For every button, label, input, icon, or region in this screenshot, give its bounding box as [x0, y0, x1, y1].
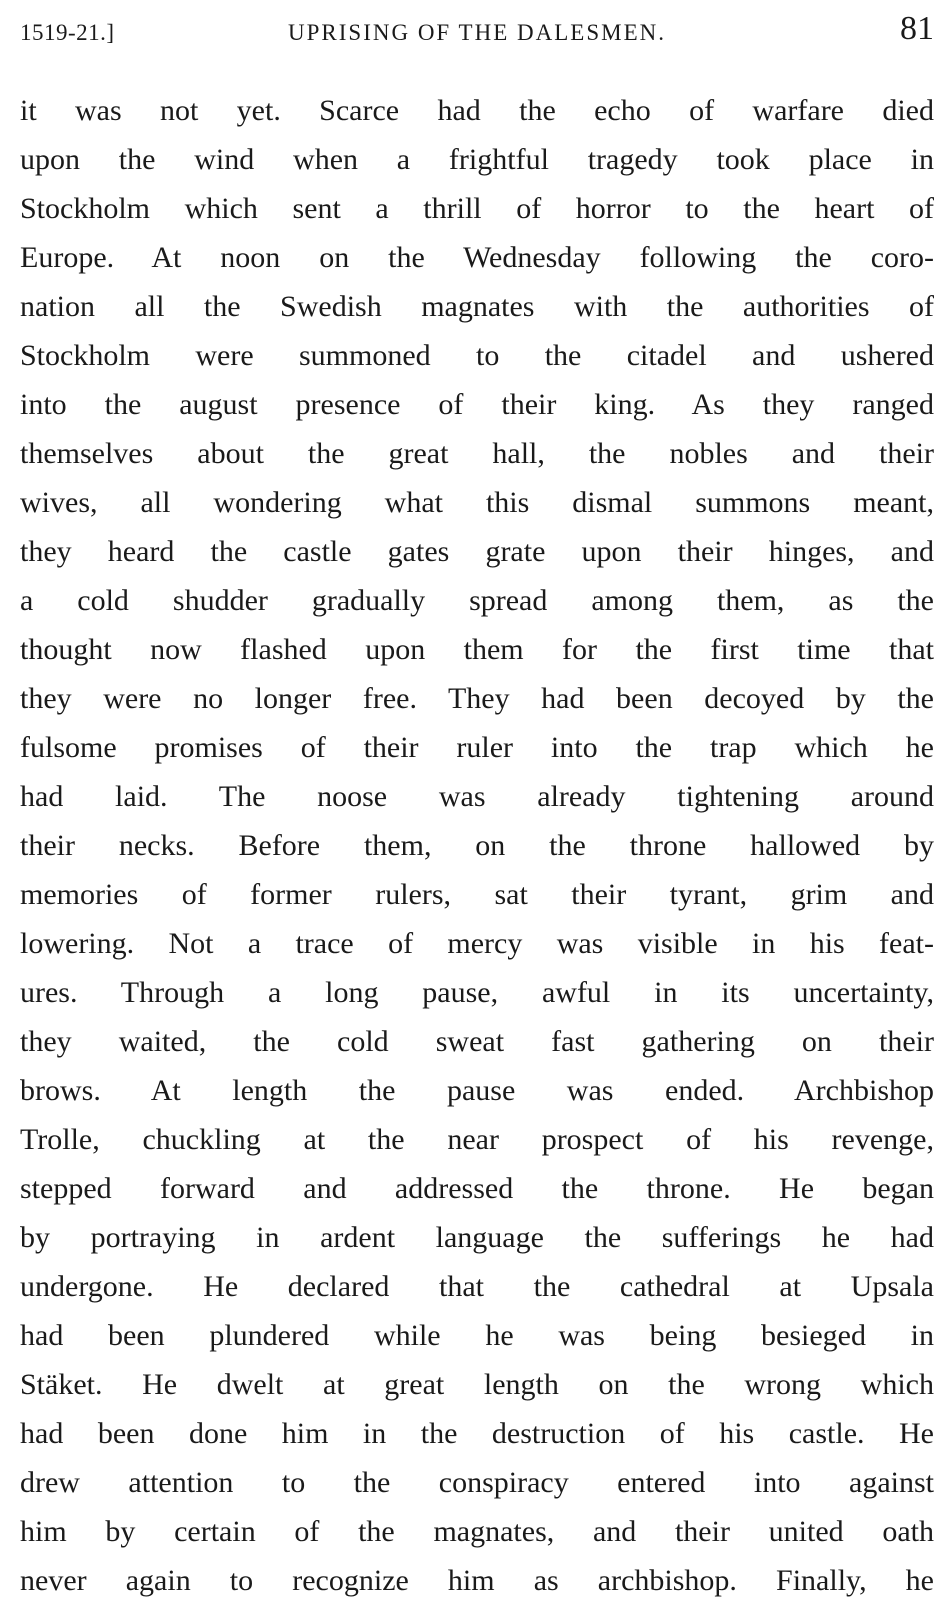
text-line: they waited, the cold sweat fast gathering on their [20, 1025, 934, 1058]
text-line: brows. At length the pause was ended. Archbishop [20, 1074, 934, 1107]
text-line: upon the wind when a frightful tragedy took place in [20, 143, 934, 176]
text-line: memories of former rulers, sat their tyrant, grim and [20, 878, 934, 911]
text-line: ures. Through a long pause, awful in its uncertainty, [20, 976, 934, 1009]
text-line: Stockholm were summoned to the citadel and ushered [20, 339, 934, 372]
text-line: nation all the Swedish magnates with the authorities of [20, 290, 934, 323]
text-line: him by certain of the magnates, and their united oath [20, 1515, 934, 1548]
text-line: Stockholm which sent a thrill of horror to the heart of [20, 192, 934, 225]
text-line: wives, all wondering what this dismal summons meant, [20, 486, 934, 519]
text-line: Stäket. He dwelt at great length on the wrong which [20, 1368, 934, 1401]
text-line: a cold shudder gradually spread among them, as the [20, 584, 934, 617]
running-head-title: UPRISING OF THE DALESMEN. [288, 20, 666, 45]
text-line: by portraying in ardent language the sufferings he had [20, 1221, 934, 1254]
text-line: it was not yet. Scarce had the echo of warfare died [20, 94, 934, 127]
page-number: 81 [900, 10, 934, 47]
running-head-date: 1519-21.] [20, 20, 115, 45]
text-line: they heard the castle gates grate upon their hinges, and [20, 535, 934, 568]
text-line: never again to recognize him as archbishop. Finally, he [20, 1564, 934, 1597]
text-line: fulsome promises of their ruler into the trap which he [20, 731, 934, 764]
book-page [20, 0, 934, 1620]
text-line: lowering. Not a trace of mercy was visible in his feat- [20, 927, 934, 960]
text-line: thought now flashed upon them for the first time that [20, 633, 934, 666]
text-line: they were no longer free. They had been decoyed by the [20, 682, 934, 715]
body-text [20, 86, 934, 1605]
text-line: had been plundered while he was being besieged in [20, 1319, 934, 1352]
text-line: drew attention to the conspiracy entered into against [20, 1466, 934, 1499]
text-line: had been done him in the destruction of his castle. He [20, 1417, 934, 1450]
text-line: undergone. He declared that the cathedral at Upsala [20, 1270, 934, 1303]
text-line: into the august presence of their king. As they ranged [20, 388, 934, 421]
text-line: stepped forward and addressed the throne. He began [20, 1172, 934, 1205]
text-line: their necks. Before them, on the throne hallowed by [20, 829, 934, 862]
text-line: themselves about the great hall, the nobles and their [20, 437, 934, 470]
text-line: Europe. At noon on the Wednesday following the coro- [20, 241, 934, 274]
text-line: Trolle, chuckling at the near prospect of his revenge, [20, 1123, 934, 1156]
running-head [20, 10, 934, 56]
text-line: had laid. The noose was already tightening around [20, 780, 934, 813]
